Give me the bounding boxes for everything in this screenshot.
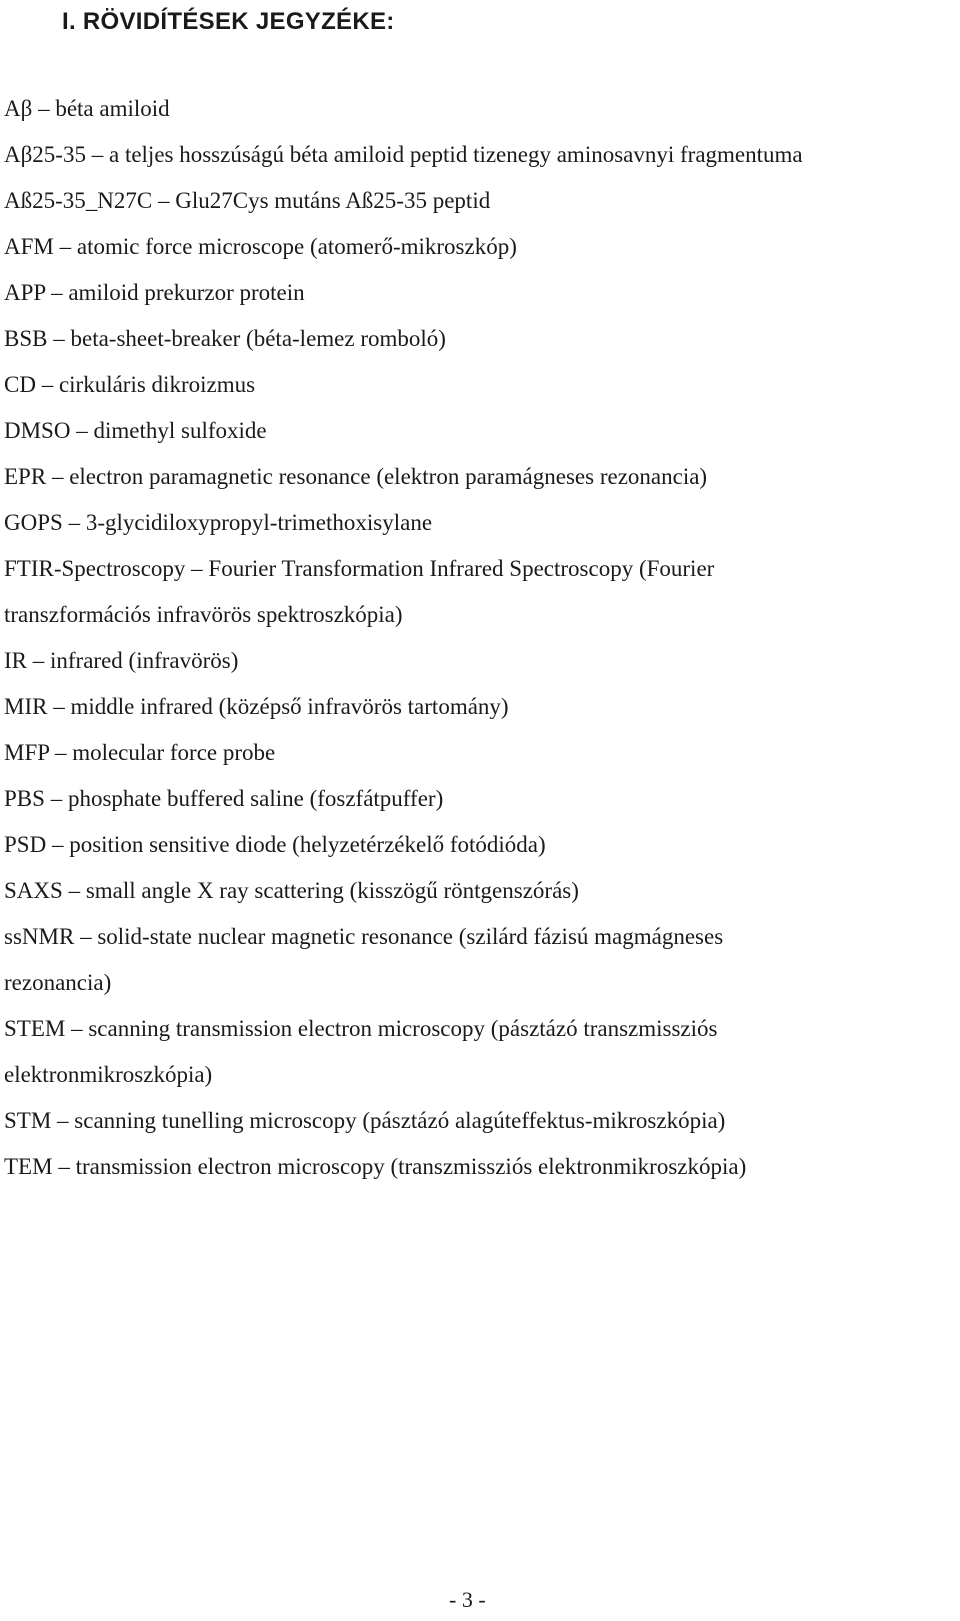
abbreviation-entry	[4, 457, 944, 503]
entry-separator: –	[65, 1016, 89, 1041]
abbreviation-entry	[4, 687, 944, 733]
entry-separator: –	[62, 510, 86, 535]
entry-separator: –	[35, 372, 59, 397]
abbreviation-entry	[4, 273, 944, 319]
abbreviation-entry	[4, 825, 944, 871]
entry-separator: –	[62, 878, 86, 903]
abbreviation-definition: cirkuláris dikroizmus	[58, 372, 256, 397]
abbreviation-definition: solid-state nuclear magnetic resonance (szilárd fázisú magmágneses	[97, 924, 724, 949]
abbreviation-definition: position sensitive diode (helyzetérzékelő fotódióda)	[69, 832, 546, 857]
entry-separator: –	[74, 924, 98, 949]
abbreviation-term: Aβ25-35	[4, 142, 86, 167]
page-number: - 3 -	[449, 1587, 486, 1612]
abbreviation-entry	[4, 1147, 944, 1193]
abbreviation-entry-continuation: transzformációs infravörös spektroszkópia)	[4, 602, 403, 627]
entry-separator: –	[152, 188, 176, 213]
abbreviation-entry	[4, 1101, 944, 1147]
abbreviation-definition: electron paramagnetic resonance (elektron paramágneses rezonancia)	[69, 464, 708, 489]
entry-separator: –	[27, 648, 50, 673]
abbreviation-entry-continuation: rezonancia)	[4, 970, 112, 995]
entry-separator: –	[185, 556, 209, 581]
abbreviation-definition: dimethyl sulfoxide	[93, 418, 267, 443]
abbreviation-definition: phosphate buffered saline (foszfátpuffer)	[67, 786, 444, 811]
abbreviation-entry	[4, 503, 944, 549]
entry-separator: –	[32, 96, 56, 121]
abbreviation-entry	[4, 549, 944, 595]
abbreviation-entry	[4, 365, 944, 411]
abbreviation-term: IR	[4, 648, 27, 673]
abbreviation-entry	[4, 641, 944, 687]
abbreviation-definition: small angle X ray scattering (kisszögű röntgenszórás)	[85, 878, 579, 903]
abbreviation-definition: beta-sheet-breaker (béta-lemez romboló)	[70, 326, 446, 351]
abbreviation-definition: Glu27Cys mutáns Aß25-35 peptid	[175, 188, 491, 213]
abbreviation-entry-continuation: elektronmikroszkópia)	[4, 1062, 213, 1087]
abbreviation-definition: amiloid prekurzor protein	[68, 280, 305, 305]
abbreviation-term: TEM	[4, 1154, 53, 1179]
abbreviation-term: BSB	[4, 326, 48, 351]
entry-separator: –	[85, 142, 109, 167]
abbreviation-entry	[4, 917, 944, 963]
entry-separator: –	[46, 464, 70, 489]
abbreviation-definition: molecular force probe	[72, 740, 276, 765]
abbreviation-entry	[4, 411, 944, 457]
entry-separator: –	[49, 740, 73, 765]
abbreviation-term: FTIR-Spectroscopy	[4, 556, 186, 581]
abbreviation-entry	[4, 89, 944, 135]
abbreviation-term: MFP	[4, 740, 50, 765]
abbreviation-entry	[4, 871, 944, 917]
abbreviation-term: AFM	[4, 234, 54, 259]
abbreviation-definition: béta amiloid	[55, 96, 170, 121]
abbreviation-entry	[4, 319, 944, 365]
abbreviation-definition: Fourier Transformation Infrared Spectroscopy (Fourier	[208, 556, 715, 581]
abbreviation-term: MIR	[4, 694, 48, 719]
abbreviation-definition: 3-glycidiloxypropyl-trimethoxisylane	[85, 510, 433, 535]
abbreviation-term: Aß25-35_N27C	[4, 188, 153, 213]
abbreviation-definition: scanning transmission electron microscopy (pásztázó transzmissziós	[88, 1016, 718, 1041]
abbreviation-term: SAXS	[4, 878, 63, 903]
abbreviation-definition: a teljes hosszúságú béta amiloid peptid tizenegy aminosavnyi fragmentuma	[108, 142, 803, 167]
abbreviation-definition: scanning tunelling microscopy (pásztázó alagúteffektus-mikroszkópia)	[74, 1108, 726, 1133]
abbreviation-list	[4, 89, 944, 1193]
abbreviation-term: APP	[4, 280, 46, 305]
abbreviation-entry	[4, 181, 944, 227]
entry-separator: –	[47, 694, 71, 719]
abbreviation-term: DMSO	[4, 418, 71, 443]
abbreviation-entry	[4, 1009, 944, 1055]
abbreviation-definition: atomic force microscope (atomerő-mikroszkóp)	[76, 234, 517, 259]
abbreviation-entry	[4, 135, 944, 181]
abbreviation-term: GOPS	[4, 510, 63, 535]
abbreviation-term: STM	[4, 1108, 52, 1133]
entry-separator: –	[45, 280, 69, 305]
abbreviation-term: STEM	[4, 1016, 66, 1041]
entry-separator: –	[70, 418, 94, 443]
abbreviation-term: ssNMR	[4, 924, 75, 949]
entry-separator: –	[51, 1108, 75, 1133]
abbreviation-entry	[4, 733, 944, 779]
entry-separator: –	[53, 234, 77, 259]
abbreviation-term: CD	[4, 372, 36, 397]
abbreviation-definition: infrared (infravörös)	[50, 648, 239, 673]
entry-separator: –	[46, 832, 70, 857]
abbreviation-definition: transmission electron microscopy (transzmissziós elektronmikroszkópia)	[75, 1154, 747, 1179]
abbreviation-definition: middle infrared (középső infravörös tartomány)	[70, 694, 509, 719]
section-heading: I. RÖVIDÍTÉSEK JEGYZÉKE:	[62, 8, 395, 35]
entry-separator: –	[44, 786, 68, 811]
abbreviation-entry	[4, 227, 944, 273]
abbreviation-term: EPR	[4, 464, 47, 489]
abbreviation-term: Aβ	[4, 96, 33, 121]
entry-separator: –	[52, 1154, 76, 1179]
abbreviation-entry	[4, 779, 944, 825]
abbreviation-term: PSD	[4, 832, 47, 857]
entry-separator: –	[47, 326, 71, 351]
abbreviation-term: PBS	[4, 786, 45, 811]
